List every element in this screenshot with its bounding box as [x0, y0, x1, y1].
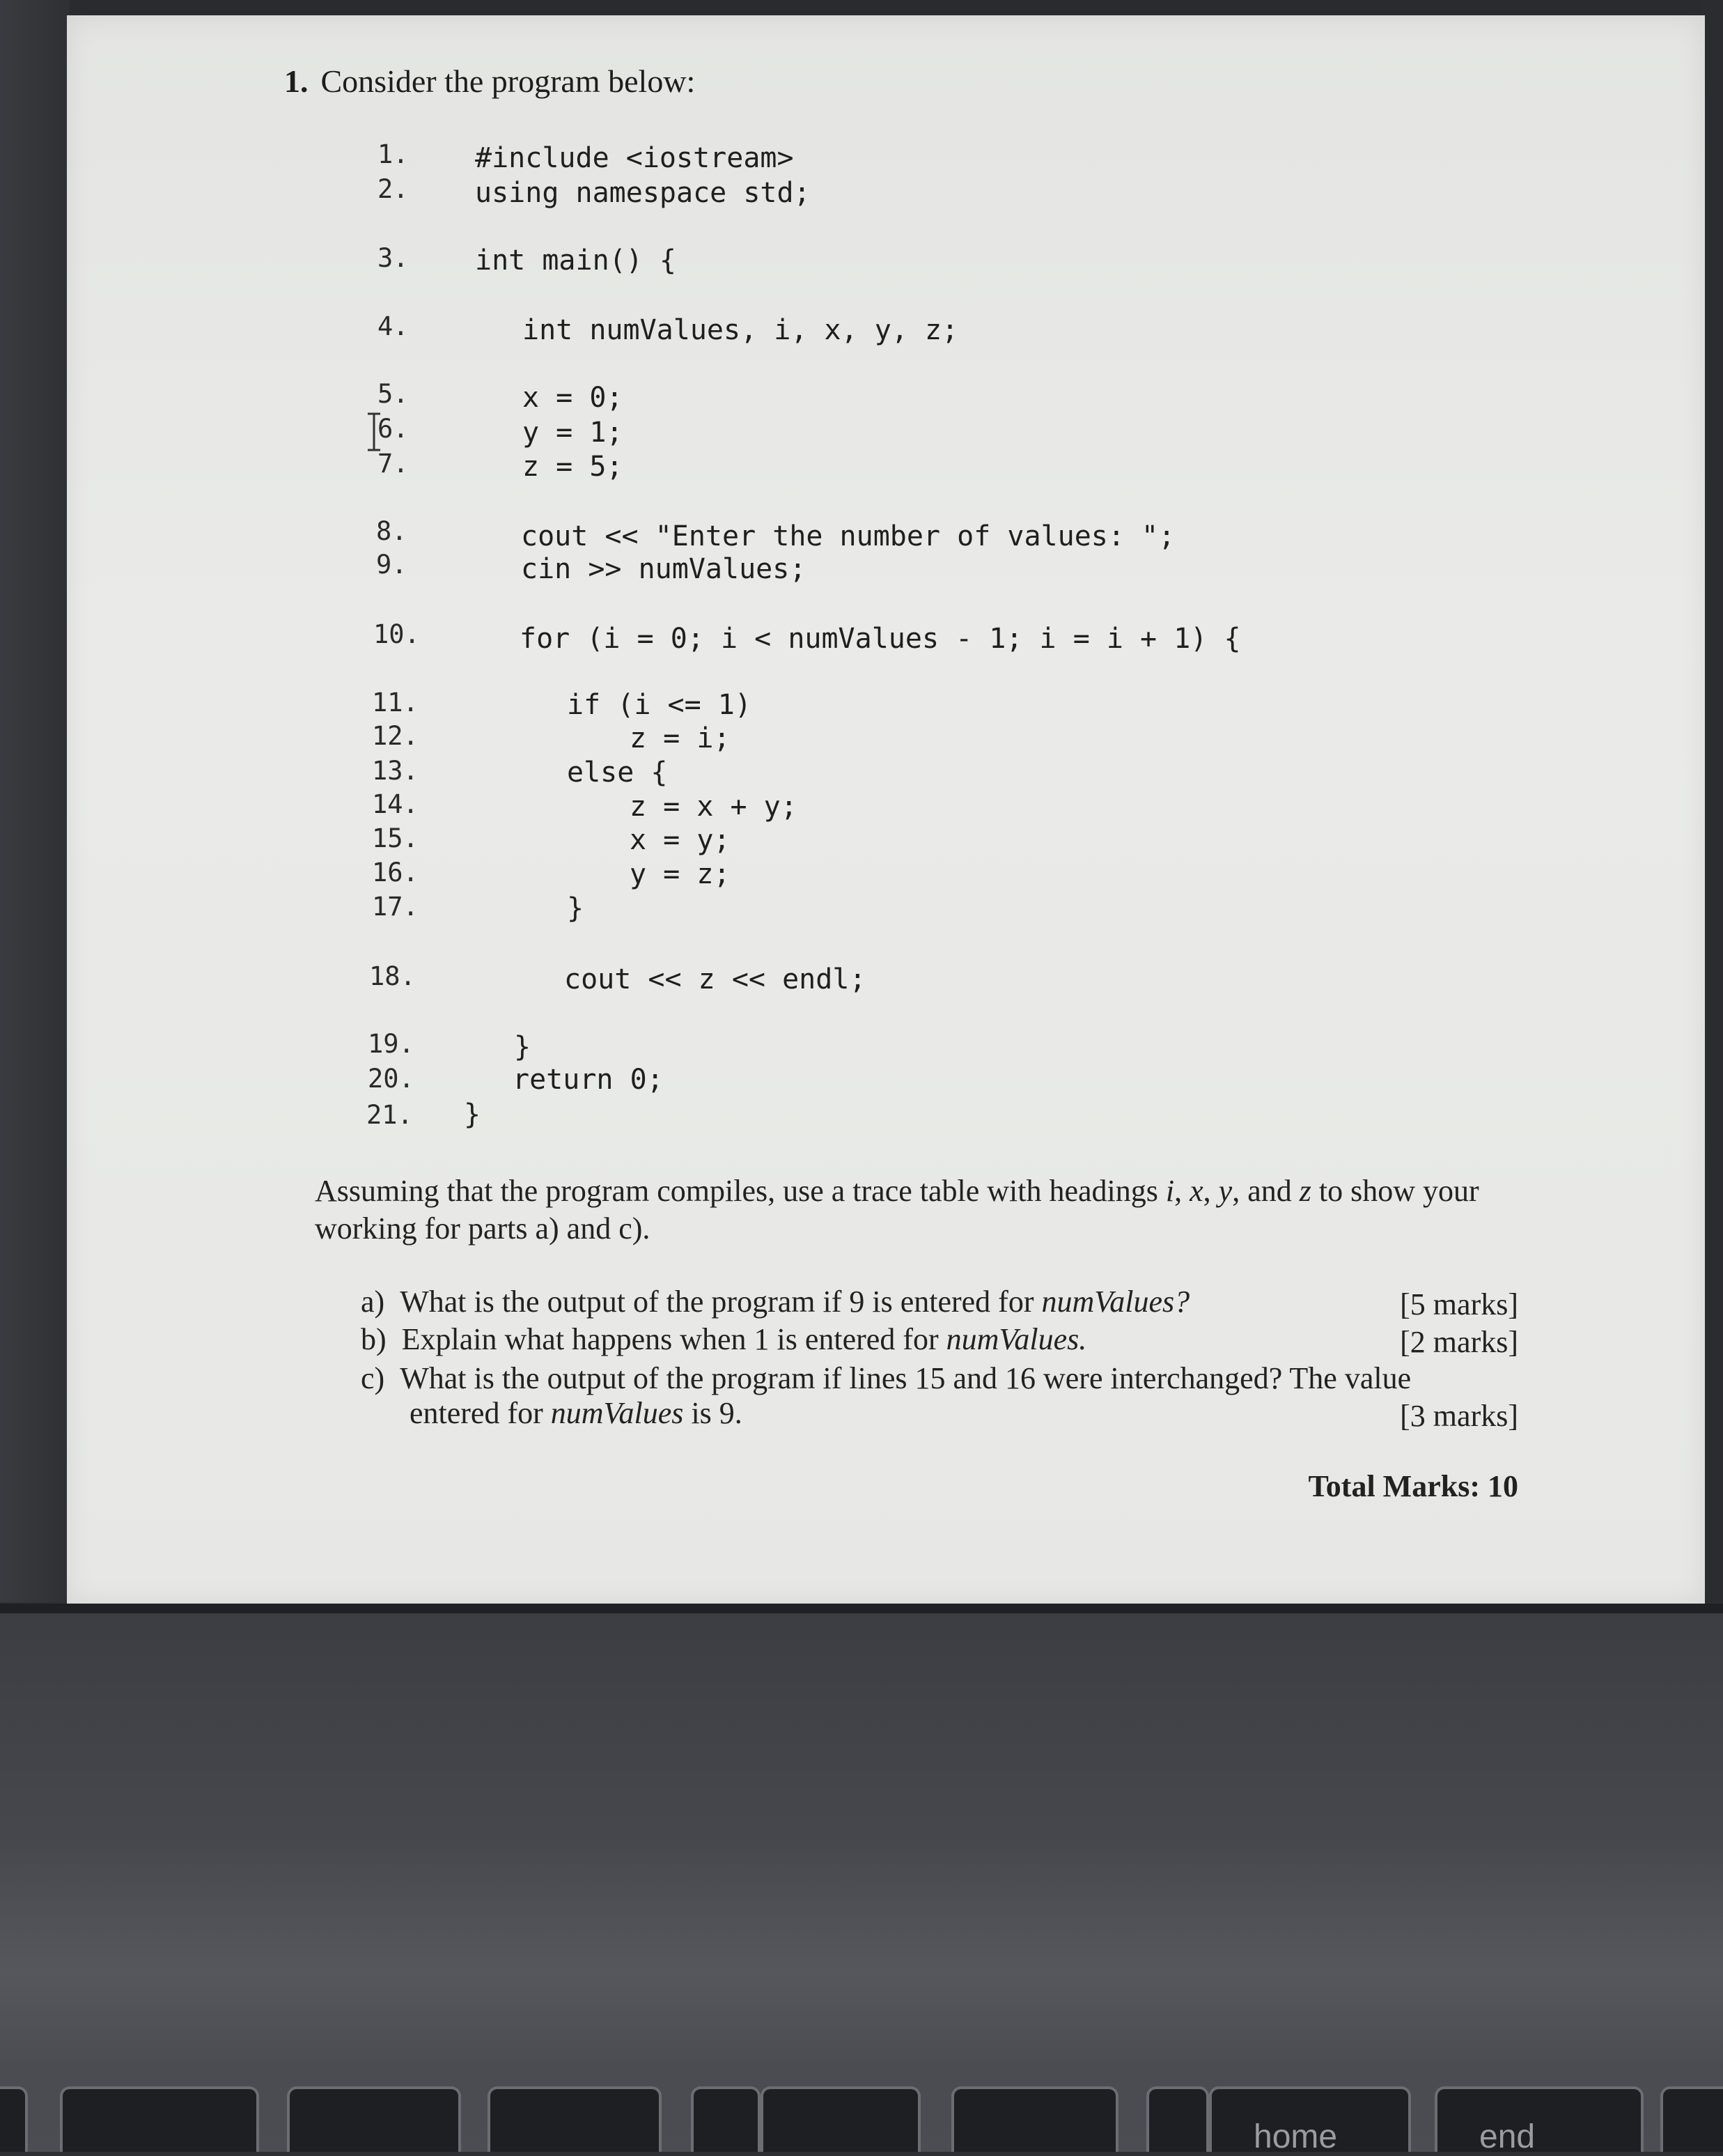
question-title [284, 63, 695, 100]
laptop-left-bezel [0, 0, 70, 1602]
part-text-end: is 9. [683, 1396, 742, 1430]
part-text: Explain what happens when 1 is entered for [401, 1322, 946, 1356]
keyboard-key[interactable] [1660, 2086, 1723, 2152]
keyboard-row [0, 2086, 1723, 2155]
keyboard-key[interactable] [488, 2086, 662, 2152]
line-number: 1. [377, 139, 409, 169]
line-number: 2. [377, 174, 409, 204]
code-line: } [567, 892, 584, 924]
part-c-marks: [3 marks] [1400, 1399, 1518, 1433]
part-a [361, 1283, 1190, 1321]
keyboard-key[interactable] [1146, 2086, 1209, 2152]
line-number: 10. [373, 619, 420, 649]
line-number: 12. [372, 721, 419, 751]
part-label: b) [361, 1322, 387, 1356]
instructions-text: Assuming that the program compiles, use a trace table with headings [315, 1174, 1166, 1208]
key-home[interactable] [1209, 2086, 1411, 2155]
line-number: 11. [372, 688, 419, 718]
line-number: 14. [372, 789, 419, 819]
var-x: x [1190, 1174, 1203, 1208]
line-number: 5. [377, 379, 409, 409]
part-italic: numValues? [1041, 1285, 1190, 1319]
line-number: 15. [372, 823, 419, 853]
part-b-marks: [2 marks] [1400, 1325, 1518, 1359]
keyboard-key[interactable] [0, 2086, 28, 2152]
line-number: 16. [372, 858, 419, 887]
code-line: cout << "Enter the number of values: "; [521, 520, 1176, 552]
var-z: z [1299, 1174, 1311, 1208]
line-number: 7. [377, 449, 409, 479]
code-line: using namespace std; [475, 177, 811, 209]
line-number: 21. [366, 1100, 413, 1130]
laptop-hinge [0, 1604, 1723, 1613]
line-number: 13. [372, 756, 419, 786]
key-label: end [1479, 2118, 1536, 2155]
question-title-text: Consider the program below: [320, 63, 696, 99]
part-text: What is the output of the program if lines 15 and 16 were interchanged? The value [400, 1361, 1412, 1395]
code-line: if (i <= 1) [567, 689, 751, 721]
line-number: 3. [377, 243, 409, 273]
code-line: x = 0; [522, 382, 623, 414]
keyboard-key[interactable] [951, 2086, 1118, 2152]
line-number: 4. [377, 311, 409, 341]
code-line: z = i; [630, 722, 731, 754]
code-line: return 0; [513, 1064, 664, 1096]
part-label: a) [361, 1285, 385, 1319]
code-line: } [464, 1099, 481, 1131]
line-number: 18. [369, 961, 416, 991]
laptop-deck [0, 1839, 1723, 2062]
keyboard-key[interactable] [761, 2086, 921, 2152]
instructions: Assuming that the program compiles, use a trace table with headings i, x, y, and z to show your working for parts a) and c). [315, 1174, 1479, 1246]
code-line: else { [567, 757, 668, 789]
code-line: cout << z << endl; [564, 963, 866, 995]
code-line: for (i = 0; i < numValues - 1; i = i + 1) { [520, 623, 1241, 655]
var-i: i [1165, 1174, 1175, 1208]
code-line: z = 5; [522, 451, 623, 483]
code-line: } [514, 1031, 531, 1063]
line-number: 8. [376, 516, 407, 546]
code-line: cin >> numValues; [521, 553, 806, 585]
part-label: c) [361, 1361, 385, 1395]
code-line: z = x + y; [630, 791, 797, 823]
code-line: x = y; [630, 824, 731, 856]
part-text: What is the output of the program if 9 is entered for [400, 1285, 1042, 1319]
keyboard-key[interactable] [691, 2086, 761, 2152]
laptop-right-bezel [1702, 0, 1723, 1602]
instructions-text-end: to show your working for parts a) and c). [315, 1174, 1479, 1246]
var-y: y [1218, 1174, 1233, 1208]
line-number: 6. [377, 414, 409, 444]
text-cursor-icon [364, 411, 384, 453]
part-italic: numValues. [946, 1322, 1087, 1356]
line-number: 20. [368, 1064, 414, 1094]
part-a-marks: [5 marks] [1400, 1287, 1518, 1321]
line-number: 9. [376, 550, 407, 580]
code-line: int main() { [475, 245, 676, 277]
code-line: y = z; [630, 858, 731, 890]
keyboard-key[interactable] [287, 2086, 461, 2152]
code-line: #include <iostream> [475, 142, 794, 174]
part-text: entered for [410, 1396, 551, 1430]
code-line: y = 1; [522, 417, 623, 449]
keyboard-key[interactable] [60, 2086, 259, 2152]
key-end[interactable] [1435, 2086, 1644, 2155]
part-c [361, 1360, 1411, 1397]
total-marks: Total Marks: 10 [1308, 1469, 1518, 1503]
key-label: home [1254, 2118, 1338, 2155]
part-c-line2 [410, 1395, 742, 1432]
line-number: 17. [372, 892, 419, 922]
line-number: 19. [368, 1029, 414, 1059]
question-number: 1. [284, 63, 309, 99]
part-b [361, 1321, 1086, 1358]
part-italic: numValues [550, 1396, 684, 1430]
code-line: int numValues, i, x, y, z; [522, 314, 959, 346]
